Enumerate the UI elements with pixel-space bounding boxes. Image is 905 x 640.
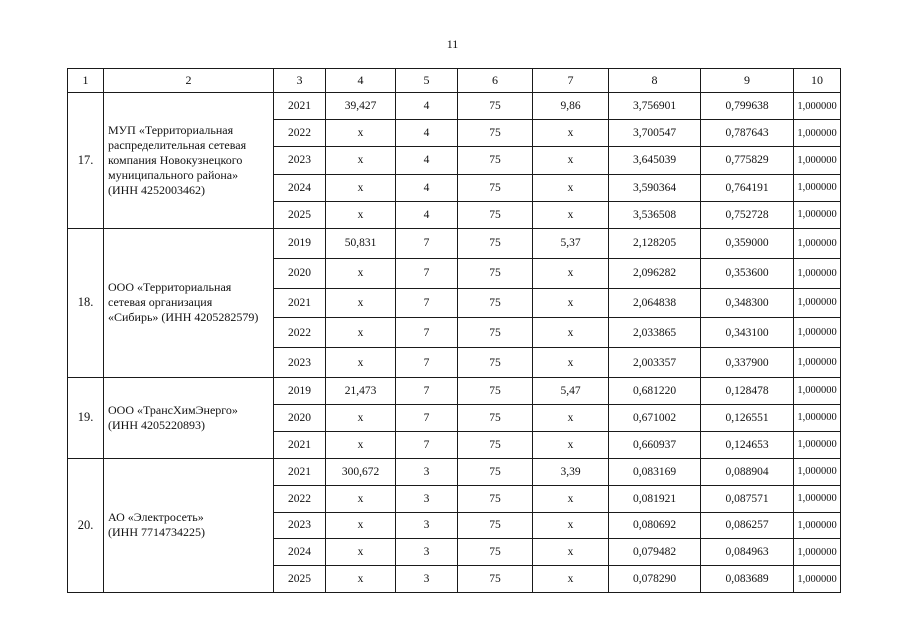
cell-col-8: 2,033865: [609, 318, 701, 348]
cell-col-5: 3: [396, 485, 458, 512]
organization-line: компания Новокузнецкого: [108, 152, 243, 167]
table-row: [68, 458, 841, 485]
entry-number: 19.: [68, 377, 104, 458]
cell-col-8: 2,096282: [609, 258, 701, 288]
year-cell: 2020: [274, 404, 326, 431]
cell-col-4: 50,831: [326, 228, 396, 258]
table-row: [68, 228, 841, 258]
cell-col-4: х: [326, 566, 396, 593]
cell-col-5: 7: [396, 318, 458, 348]
organization-cell: [104, 377, 274, 458]
header-cell-8: 8: [609, 69, 701, 93]
cell-col-5: 7: [396, 258, 458, 288]
cell-col-10: 1,000000: [794, 348, 841, 378]
header-cell-7: 7: [533, 69, 609, 93]
cell-col-6: 75: [458, 404, 533, 431]
cell-col-9: 0,084963: [701, 539, 794, 566]
organization-line: распределительная сетевая: [108, 137, 247, 152]
cell-col-5: 3: [396, 539, 458, 566]
cell-col-7: х: [533, 539, 609, 566]
cell-col-7: 5,37: [533, 228, 609, 258]
cell-col-5: 7: [396, 404, 458, 431]
cell-col-4: х: [326, 288, 396, 318]
cell-col-6: 75: [458, 93, 533, 120]
year-cell: 2025: [274, 566, 326, 593]
cell-col-4: х: [326, 512, 396, 539]
cell-col-7: 5,47: [533, 377, 609, 404]
cell-col-7: 9,86: [533, 93, 609, 120]
table-body: [68, 93, 841, 593]
cell-col-7: х: [533, 174, 609, 201]
cell-col-8: 0,083169: [609, 458, 701, 485]
cell-col-4: х: [326, 174, 396, 201]
entry-number: 17.: [68, 93, 104, 229]
cell-col-6: 75: [458, 566, 533, 593]
cell-col-5: 4: [396, 147, 458, 174]
cell-col-5: 4: [396, 201, 458, 228]
cell-col-8: 0,081921: [609, 485, 701, 512]
organization-cell: [104, 458, 274, 592]
cell-col-7: х: [533, 147, 609, 174]
cell-col-7: х: [533, 348, 609, 378]
cell-col-9: 0,088904: [701, 458, 794, 485]
header-cell-3: 3: [274, 69, 326, 93]
cell-col-6: 75: [458, 485, 533, 512]
year-cell: 2019: [274, 228, 326, 258]
cell-col-9: 0,083689: [701, 566, 794, 593]
cell-col-6: 75: [458, 147, 533, 174]
cell-col-7: х: [533, 120, 609, 147]
cell-col-4: х: [326, 404, 396, 431]
cell-col-5: 7: [396, 288, 458, 318]
cell-col-8: 0,681220: [609, 377, 701, 404]
cell-col-5: 3: [396, 566, 458, 593]
cell-col-4: 300,672: [326, 458, 396, 485]
cell-col-5: 4: [396, 93, 458, 120]
cell-col-9: 0,359000: [701, 228, 794, 258]
cell-col-8: 3,756901: [609, 93, 701, 120]
cell-col-5: 4: [396, 174, 458, 201]
cell-col-7: х: [533, 566, 609, 593]
cell-col-6: 75: [458, 120, 533, 147]
cell-col-10: 1,000000: [794, 512, 841, 539]
organization-line: (ИНН 4205220893): [108, 417, 205, 432]
cell-col-6: 75: [458, 174, 533, 201]
entry-number: 18.: [68, 228, 104, 377]
cell-col-8: 0,079482: [609, 539, 701, 566]
cell-col-7: х: [533, 431, 609, 458]
table-row: [68, 93, 841, 120]
cell-col-4: х: [326, 120, 396, 147]
cell-col-9: 0,087571: [701, 485, 794, 512]
cell-col-5: 4: [396, 120, 458, 147]
cell-col-7: х: [533, 258, 609, 288]
cell-col-4: х: [326, 485, 396, 512]
cell-col-6: 75: [458, 201, 533, 228]
cell-col-10: 1,000000: [794, 404, 841, 431]
cell-col-10: 1,000000: [794, 539, 841, 566]
cell-col-5: 3: [396, 512, 458, 539]
cell-col-6: 75: [458, 377, 533, 404]
cell-col-6: 75: [458, 431, 533, 458]
year-cell: 2024: [274, 539, 326, 566]
cell-col-4: х: [326, 318, 396, 348]
cell-col-7: х: [533, 485, 609, 512]
cell-col-10: 1,000000: [794, 174, 841, 201]
year-cell: 2020: [274, 258, 326, 288]
cell-col-10: 1,000000: [794, 258, 841, 288]
cell-col-8: 2,128205: [609, 228, 701, 258]
cell-col-9: 0,337900: [701, 348, 794, 378]
cell-col-5: 7: [396, 228, 458, 258]
header-cell-9: 9: [701, 69, 794, 93]
cell-col-7: х: [533, 318, 609, 348]
cell-col-7: х: [533, 288, 609, 318]
page-number: 11: [446, 37, 459, 51]
cell-col-9: 0,343100: [701, 318, 794, 348]
cell-col-4: 39,427: [326, 93, 396, 120]
cell-col-9: 0,752728: [701, 201, 794, 228]
year-cell: 2019: [274, 377, 326, 404]
cell-col-6: 75: [458, 318, 533, 348]
year-cell: 2023: [274, 512, 326, 539]
organization-line: «Сибирь» (ИНН 4205282579): [108, 310, 259, 325]
cell-col-10: 1,000000: [794, 93, 841, 120]
organization-line: (ИНН 7714734225): [108, 525, 205, 540]
cell-col-7: 3,39: [533, 458, 609, 485]
cell-col-10: 1,000000: [794, 228, 841, 258]
cell-col-9: 0,764191: [701, 174, 794, 201]
tariff-table: [67, 68, 841, 593]
cell-col-9: 0,787643: [701, 120, 794, 147]
cell-col-6: 75: [458, 288, 533, 318]
header-cell-5: 5: [396, 69, 458, 93]
cell-col-10: 1,000000: [794, 147, 841, 174]
cell-col-10: 1,000000: [794, 288, 841, 318]
cell-col-10: 1,000000: [794, 120, 841, 147]
organization-line: ООО «ТрансХимЭнерго»: [108, 402, 238, 417]
year-cell: 2023: [274, 147, 326, 174]
header-cell-2: 2: [104, 69, 274, 93]
cell-col-7: х: [533, 201, 609, 228]
year-cell: 2024: [274, 174, 326, 201]
cell-col-10: 1,000000: [794, 458, 841, 485]
cell-col-5: 7: [396, 377, 458, 404]
cell-col-9: 0,348300: [701, 288, 794, 318]
cell-col-8: 0,080692: [609, 512, 701, 539]
cell-col-8: 2,003357: [609, 348, 701, 378]
cell-col-8: 2,064838: [609, 288, 701, 318]
cell-col-6: 75: [458, 348, 533, 378]
cell-col-9: 0,086257: [701, 512, 794, 539]
cell-col-5: 7: [396, 348, 458, 378]
cell-col-4: х: [326, 431, 396, 458]
header-cell-6: 6: [458, 69, 533, 93]
cell-col-10: 1,000000: [794, 566, 841, 593]
cell-col-9: 0,126551: [701, 404, 794, 431]
cell-col-8: 3,590364: [609, 174, 701, 201]
cell-col-9: 0,128478: [701, 377, 794, 404]
cell-col-9: 0,353600: [701, 258, 794, 288]
cell-col-10: 1,000000: [794, 377, 841, 404]
organization-line: муниципального района»: [108, 167, 239, 182]
cell-col-8: 3,536508: [609, 201, 701, 228]
organization-line: МУП «Территориальная: [108, 122, 234, 137]
cell-col-6: 75: [458, 539, 533, 566]
cell-col-4: х: [326, 539, 396, 566]
year-cell: 2023: [274, 348, 326, 378]
cell-col-8: 3,645039: [609, 147, 701, 174]
cell-col-8: 3,700547: [609, 120, 701, 147]
cell-col-4: 21,473: [326, 377, 396, 404]
organization-line: сетевая организация: [108, 295, 213, 310]
cell-col-4: х: [326, 258, 396, 288]
cell-col-8: 0,660937: [609, 431, 701, 458]
organization-line: ООО «Территориальная: [108, 280, 232, 295]
cell-col-10: 1,000000: [794, 485, 841, 512]
cell-col-4: х: [326, 201, 396, 228]
year-cell: 2021: [274, 458, 326, 485]
cell-col-4: х: [326, 348, 396, 378]
cell-col-9: 0,775829: [701, 147, 794, 174]
cell-col-4: х: [326, 147, 396, 174]
organization-cell: [104, 228, 274, 377]
cell-col-6: 75: [458, 512, 533, 539]
table-row: [68, 377, 841, 404]
cell-col-6: 75: [458, 458, 533, 485]
year-cell: 2021: [274, 93, 326, 120]
header-cell-1: 1: [68, 69, 104, 93]
cell-col-10: 1,000000: [794, 431, 841, 458]
year-cell: 2022: [274, 120, 326, 147]
header-cell-10: 10: [794, 69, 841, 93]
cell-col-7: х: [533, 404, 609, 431]
cell-col-10: 1,000000: [794, 201, 841, 228]
year-cell: 2025: [274, 201, 326, 228]
organization-line: (ИНН 4252003462): [108, 182, 205, 197]
cell-col-6: 75: [458, 258, 533, 288]
table-header-row: [68, 69, 841, 93]
cell-col-6: 75: [458, 228, 533, 258]
year-cell: 2022: [274, 318, 326, 348]
year-cell: 2021: [274, 288, 326, 318]
cell-col-7: х: [533, 512, 609, 539]
cell-col-10: 1,000000: [794, 318, 841, 348]
header-cell-4: 4: [326, 69, 396, 93]
cell-col-9: 0,124653: [701, 431, 794, 458]
cell-col-5: 7: [396, 431, 458, 458]
cell-col-5: 3: [396, 458, 458, 485]
cell-col-8: 0,078290: [609, 566, 701, 593]
cell-col-8: 0,671002: [609, 404, 701, 431]
organization-cell: [104, 93, 274, 229]
organization-line: АО «Электросеть»: [108, 510, 204, 525]
entry-number: 20.: [68, 458, 104, 592]
year-cell: 2021: [274, 431, 326, 458]
year-cell: 2022: [274, 485, 326, 512]
cell-col-9: 0,799638: [701, 93, 794, 120]
